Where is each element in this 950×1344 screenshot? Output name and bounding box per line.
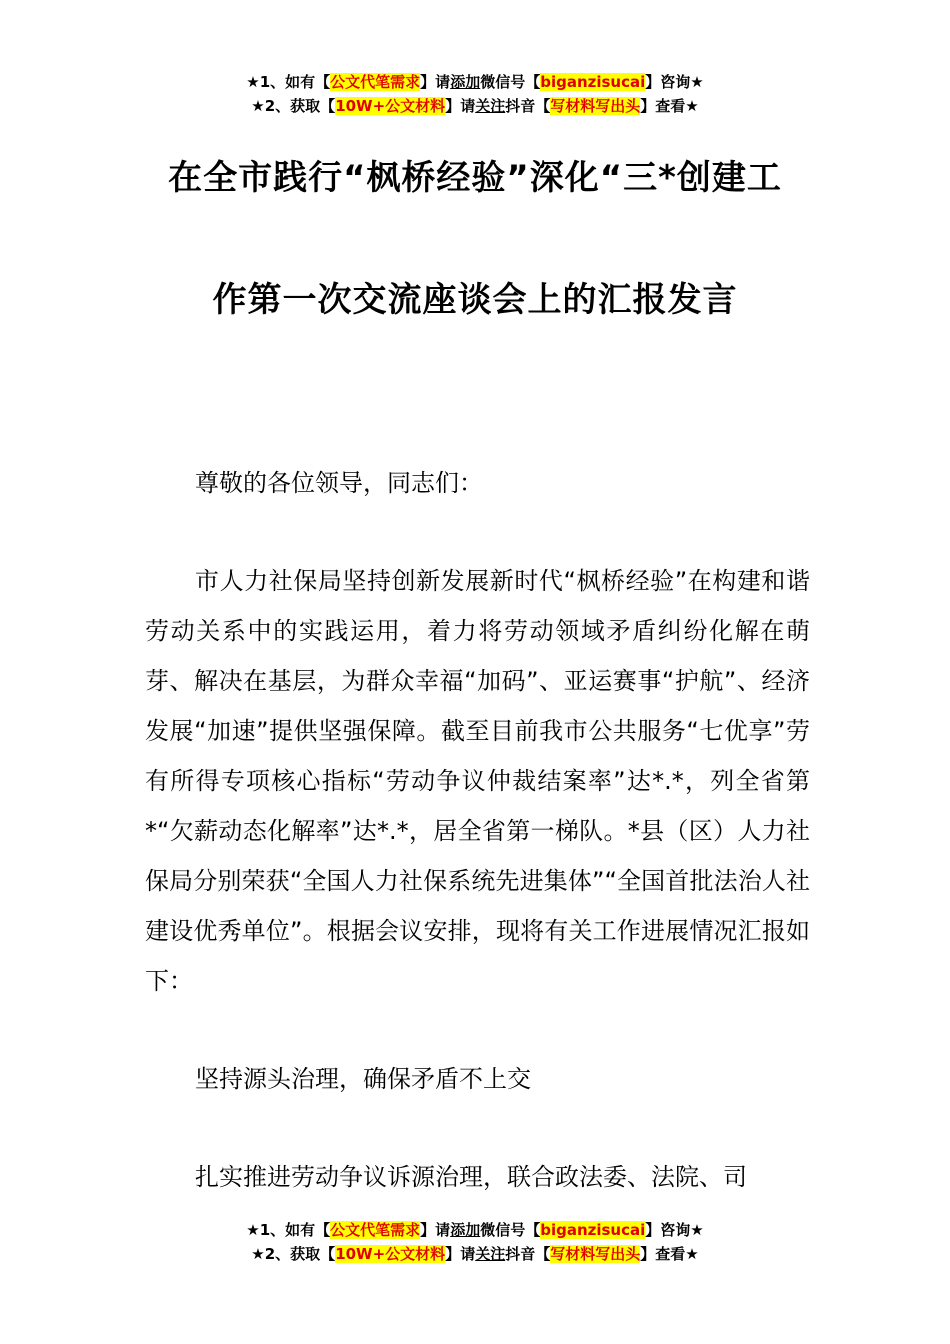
body-paragraph-1: 市人力社保局坚持创新发展新时代“枫桥经验”在构建和谐劳动关系中的实践运用，着力将劳动领域矛盾纠纷化解在萌芽、解决在基层，为群众幸福“加码”、亚运赛事“护航”、经济发展“加速”提供坚强保障。截至目前我市公共服务“七优享”劳有所得专项核心指标“劳动争议仲裁结案率”达*.*，列全省第*“欠薪动态化解率”达*.*，居全省第一梯队。*县（区）人力社保局分别荣获“全国人力社保系统先进集体”“全国首批法治人社建设优秀单位”。根据会议安排，现将有关工作进展情况汇报如下： xyxy=(145,567,810,995)
footer-banner xyxy=(0,1218,950,1266)
wechat-id: biganzisucai xyxy=(540,1221,646,1239)
header-banner xyxy=(0,70,950,118)
highlight-text: 10W+公文材料 xyxy=(335,1245,446,1263)
highlight-text: 公文代笔需求 xyxy=(330,1221,421,1239)
greeting: 尊敬的各位领导，同志们： xyxy=(195,469,483,497)
banner-line-2: ★2、获取【10W+公文材料】请关注抖音【写材料写出头】查看★ xyxy=(251,1245,699,1263)
body-paragraph-2: 扎实推进劳动争议诉源治理，联合政法委、法院、司 xyxy=(195,1163,747,1191)
underlined-text: 添加 xyxy=(450,1221,481,1239)
highlight-text: 公文代笔需求 xyxy=(330,73,421,91)
underlined-text: 添加 xyxy=(450,73,481,91)
underlined-text: 关注 xyxy=(475,1245,506,1263)
banner-line-1: ★1、如有【公文代笔需求】请添加微信号【biganzisucai】咨询★ xyxy=(246,1221,704,1239)
banner-line-1: ★1、如有【公文代笔需求】请添加微信号【biganzisucai】咨询★ xyxy=(246,73,704,91)
document-title-line-1: 在全市践行“枫桥经验”深化“三*创建工 xyxy=(168,158,782,198)
section-heading-1: 坚持源头治理，确保矛盾不上交 xyxy=(195,1065,531,1093)
underlined-text: 关注 xyxy=(475,97,506,115)
wechat-id: biganzisucai xyxy=(540,73,646,91)
banner-line-2: ★2、获取【10W+公文材料】请关注抖音【写材料写出头】查看★ xyxy=(251,97,699,115)
document-title-line-2: 作第一次交流座谈会上的汇报发言 xyxy=(212,280,738,320)
douyin-id: 写材料写出头 xyxy=(550,97,641,115)
douyin-id: 写材料写出头 xyxy=(550,1245,641,1263)
highlight-text: 10W+公文材料 xyxy=(335,97,446,115)
